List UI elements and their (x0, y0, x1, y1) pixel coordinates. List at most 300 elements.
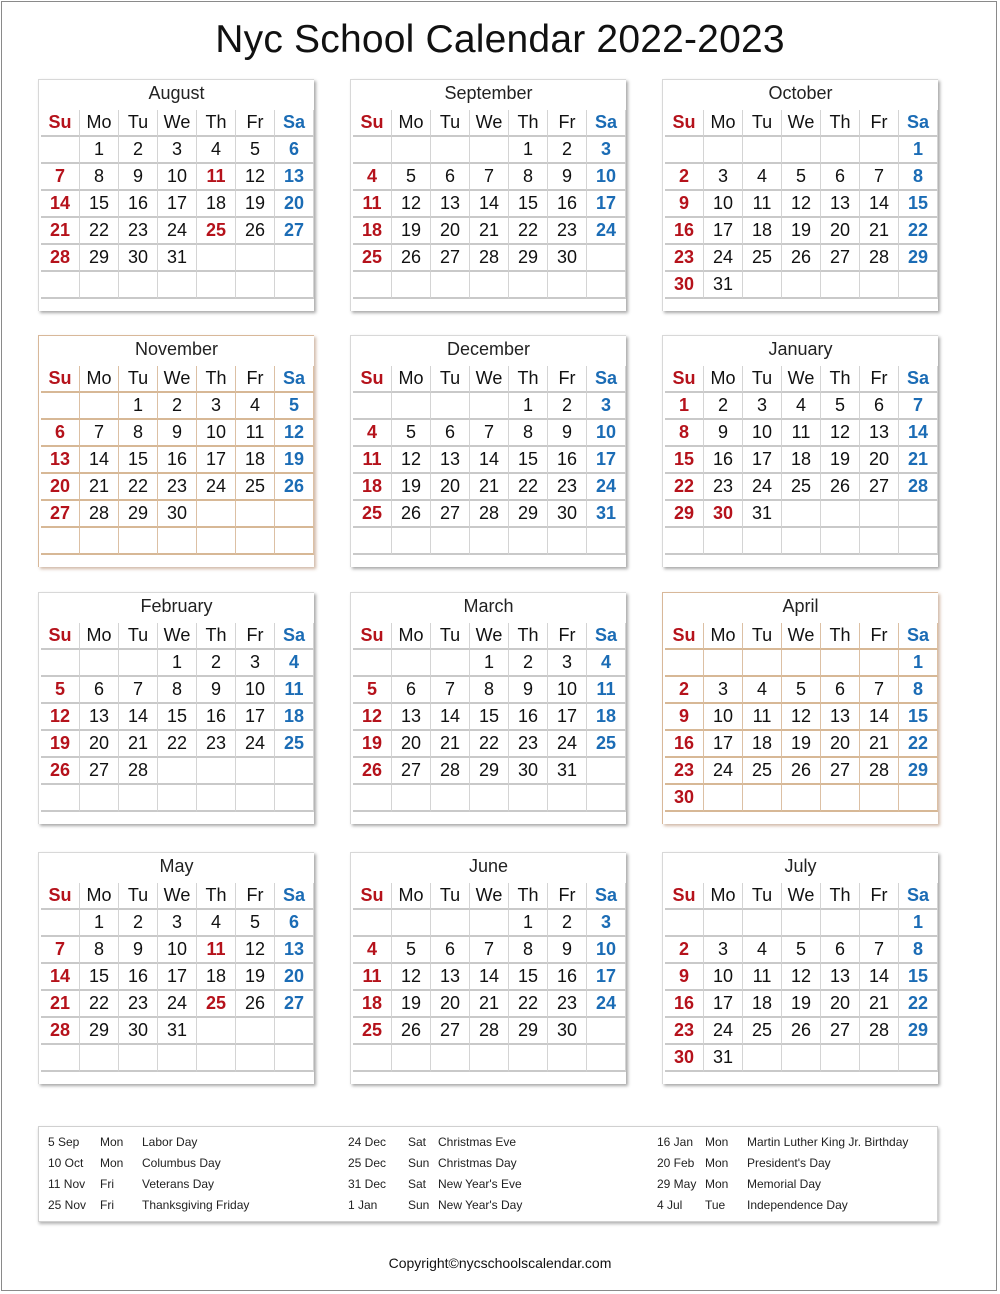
day-cell: 28 (470, 501, 509, 528)
day-cell: 10 (197, 420, 236, 447)
empty-cell (392, 1045, 431, 1072)
holiday-date: 10 Oct (48, 1156, 84, 1170)
holiday-name: New Year's Day (438, 1198, 523, 1212)
day-cell: 22 (899, 731, 938, 758)
day-cell: 2 (509, 650, 548, 677)
empty-cell (782, 501, 821, 528)
day-cell: 25 (353, 501, 392, 528)
day-cell: 4 (353, 937, 392, 964)
day-cell: 18 (353, 991, 392, 1018)
day-cell: 30 (158, 501, 197, 528)
day-cell: 15 (80, 191, 119, 218)
empty-cell (743, 528, 782, 555)
weekday-header: Th (821, 883, 860, 910)
empty-cell (197, 272, 236, 299)
holiday-name: Veterans Day (142, 1177, 215, 1191)
day-cell: 20 (821, 991, 860, 1018)
day-grid (353, 883, 626, 1072)
day-cell: 9 (665, 704, 704, 731)
day-grid (353, 110, 626, 299)
empty-cell (41, 785, 80, 812)
day-cell: 4 (743, 164, 782, 191)
day-cell: 26 (392, 501, 431, 528)
weekday-header: Fr (236, 623, 275, 650)
empty-cell (353, 137, 392, 164)
day-cell: 24 (587, 474, 626, 501)
empty-cell (587, 758, 626, 785)
empty-cell (353, 1045, 392, 1072)
day-cell: 15 (509, 447, 548, 474)
day-cell: 19 (821, 447, 860, 474)
day-cell: 17 (197, 447, 236, 474)
month-name: September (444, 83, 533, 103)
empty-cell (197, 1018, 236, 1045)
empty-cell (353, 650, 392, 677)
empty-cell (743, 785, 782, 812)
day-cell: 8 (509, 164, 548, 191)
day-cell: 3 (548, 650, 587, 677)
empty-cell (41, 393, 80, 420)
day-cell: 12 (782, 191, 821, 218)
day-cell: 5 (821, 393, 860, 420)
empty-cell (431, 1045, 470, 1072)
day-cell: 5 (782, 164, 821, 191)
holiday-day: Sat (408, 1177, 427, 1191)
empty-cell (782, 528, 821, 555)
day-cell: 8 (119, 420, 158, 447)
empty-cell (158, 272, 197, 299)
day-cell: 6 (275, 137, 314, 164)
holiday-name: Christmas Day (438, 1156, 517, 1170)
day-cell: 2 (548, 910, 587, 937)
day-cell: 28 (119, 758, 158, 785)
day-cell: 30 (548, 1018, 587, 1045)
day-cell: 6 (431, 164, 470, 191)
weekday-header: Su (41, 623, 80, 650)
empty-cell (392, 272, 431, 299)
weekday-header: Fr (236, 366, 275, 393)
day-cell: 7 (41, 937, 80, 964)
day-cell: 29 (470, 758, 509, 785)
day-cell: 24 (743, 474, 782, 501)
month-name: October (768, 83, 833, 103)
day-cell: 18 (275, 704, 314, 731)
day-cell: 18 (743, 218, 782, 245)
day-cell: 21 (80, 474, 119, 501)
day-cell: 23 (548, 991, 587, 1018)
day-cell: 25 (353, 1018, 392, 1045)
day-cell: 5 (236, 910, 275, 937)
day-cell: 8 (80, 937, 119, 964)
day-cell: 27 (860, 474, 899, 501)
day-cell: 28 (860, 245, 899, 272)
day-cell: 20 (821, 218, 860, 245)
empty-cell (158, 758, 197, 785)
day-cell: 11 (353, 447, 392, 474)
day-cell: 29 (80, 1018, 119, 1045)
empty-cell (236, 785, 275, 812)
month-may (38, 852, 314, 1084)
month-name: December (446, 339, 531, 359)
day-cell: 12 (275, 420, 314, 447)
day-cell: 2 (665, 937, 704, 964)
empty-cell (197, 758, 236, 785)
day-cell: 7 (119, 677, 158, 704)
day-cell: 14 (860, 964, 899, 991)
day-cell: 30 (665, 1045, 704, 1072)
weekday-header: Tu (119, 110, 158, 137)
empty-cell (197, 528, 236, 555)
day-cell: 20 (392, 731, 431, 758)
day-cell: 19 (782, 218, 821, 245)
empty-cell (353, 393, 392, 420)
holiday-date: 4 Jul (657, 1198, 683, 1212)
day-cell: 2 (665, 677, 704, 704)
weekday-header: We (158, 110, 197, 137)
day-cell: 13 (431, 191, 470, 218)
day-grid (353, 366, 626, 555)
day-cell: 13 (860, 420, 899, 447)
empty-cell (665, 528, 704, 555)
day-cell: 17 (158, 964, 197, 991)
day-cell: 10 (236, 677, 275, 704)
weekday-header: Th (821, 623, 860, 650)
holiday-day: Fri (100, 1177, 114, 1191)
weekday-header: Mo (80, 883, 119, 910)
day-cell: 21 (899, 447, 938, 474)
holiday-day: Tue (705, 1198, 726, 1212)
weekday-header: Fr (860, 110, 899, 137)
holiday-name: New Year's Eve (438, 1177, 522, 1191)
day-cell: 1 (665, 393, 704, 420)
holiday-day: Mon (100, 1135, 124, 1149)
day-cell: 17 (236, 704, 275, 731)
weekday-header: Tu (119, 366, 158, 393)
day-cell: 18 (197, 964, 236, 991)
weekday-header: Sa (275, 366, 314, 393)
day-cell: 23 (665, 245, 704, 272)
day-cell: 20 (431, 218, 470, 245)
day-cell: 20 (275, 191, 314, 218)
empty-cell (665, 650, 704, 677)
day-cell: 1 (509, 137, 548, 164)
day-cell: 27 (275, 218, 314, 245)
day-cell: 24 (548, 731, 587, 758)
empty-cell (548, 785, 587, 812)
day-cell: 25 (275, 731, 314, 758)
day-cell: 4 (743, 937, 782, 964)
weekday-header: Su (665, 366, 704, 393)
empty-cell (860, 501, 899, 528)
day-grid (353, 623, 626, 812)
day-cell: 28 (470, 1018, 509, 1045)
month-august (38, 79, 314, 311)
month-december (350, 335, 626, 567)
day-cell: 24 (587, 218, 626, 245)
weekday-header: Mo (704, 110, 743, 137)
day-cell: 1 (899, 910, 938, 937)
day-cell: 31 (743, 501, 782, 528)
day-cell: 6 (821, 164, 860, 191)
empty-cell (431, 650, 470, 677)
empty-cell (353, 785, 392, 812)
empty-cell (509, 785, 548, 812)
weekday-header: We (782, 366, 821, 393)
day-cell: 8 (665, 420, 704, 447)
weekday-header: Mo (704, 366, 743, 393)
holiday-day: Sat (408, 1135, 427, 1149)
empty-cell (587, 785, 626, 812)
weekday-header: Tu (743, 110, 782, 137)
empty-cell (158, 1045, 197, 1072)
day-cell: 23 (158, 474, 197, 501)
day-cell: 14 (470, 964, 509, 991)
day-cell: 27 (80, 758, 119, 785)
day-cell: 12 (392, 447, 431, 474)
empty-cell (80, 528, 119, 555)
weekday-header: Su (41, 883, 80, 910)
day-cell: 23 (509, 731, 548, 758)
weekday-header: We (470, 110, 509, 137)
holiday-date: 29 May (657, 1177, 697, 1191)
day-grid (41, 623, 314, 812)
holiday-name: Columbus Day (142, 1156, 221, 1170)
month-november (38, 335, 314, 567)
day-cell: 22 (119, 474, 158, 501)
day-cell: 31 (587, 501, 626, 528)
day-cell: 12 (782, 964, 821, 991)
day-cell: 19 (392, 474, 431, 501)
day-cell: 11 (197, 164, 236, 191)
empty-cell (119, 1045, 158, 1072)
holiday-date: 1 Jan (348, 1198, 378, 1212)
empty-cell (509, 528, 548, 555)
day-cell: 29 (899, 1018, 938, 1045)
empty-cell (821, 910, 860, 937)
weekday-header: Tu (743, 623, 782, 650)
day-cell: 1 (80, 910, 119, 937)
day-cell: 8 (80, 164, 119, 191)
day-cell: 14 (119, 704, 158, 731)
day-cell: 7 (899, 393, 938, 420)
day-cell: 3 (704, 164, 743, 191)
day-cell: 13 (431, 447, 470, 474)
empty-cell (860, 1045, 899, 1072)
holiday-name: Thanksgiving Friday (142, 1198, 250, 1212)
empty-cell (704, 650, 743, 677)
day-cell: 29 (899, 758, 938, 785)
day-cell: 16 (548, 191, 587, 218)
empty-cell (665, 910, 704, 937)
empty-cell (470, 272, 509, 299)
day-cell: 15 (158, 704, 197, 731)
empty-cell (236, 758, 275, 785)
day-cell: 14 (899, 420, 938, 447)
month-february (38, 592, 314, 824)
day-cell: 3 (197, 393, 236, 420)
empty-cell (236, 1045, 275, 1072)
day-cell: 15 (899, 704, 938, 731)
day-cell: 14 (860, 704, 899, 731)
weekday-header: Fr (548, 883, 587, 910)
day-cell: 27 (821, 1018, 860, 1045)
day-cell: 25 (197, 991, 236, 1018)
day-cell: 8 (158, 677, 197, 704)
empty-cell (782, 137, 821, 164)
month-june (350, 852, 626, 1084)
day-cell: 25 (743, 758, 782, 785)
weekday-header: Su (665, 883, 704, 910)
day-cell: 15 (899, 191, 938, 218)
day-cell: 25 (782, 474, 821, 501)
empty-cell (41, 1045, 80, 1072)
day-cell: 5 (782, 677, 821, 704)
empty-cell (158, 785, 197, 812)
empty-cell (899, 528, 938, 555)
weekday-header: We (158, 366, 197, 393)
page-title: Nyc School Calendar 2022-2023 (215, 18, 785, 61)
empty-cell (353, 910, 392, 937)
month-january (662, 335, 938, 567)
day-cell: 6 (392, 677, 431, 704)
day-cell: 31 (704, 1045, 743, 1072)
weekday-header: Mo (80, 623, 119, 650)
empty-cell (275, 1045, 314, 1072)
empty-cell (587, 272, 626, 299)
day-cell: 28 (80, 501, 119, 528)
day-cell: 9 (548, 937, 587, 964)
day-cell: 8 (470, 677, 509, 704)
day-grid (665, 366, 938, 555)
day-cell: 26 (782, 1018, 821, 1045)
empty-cell (236, 1018, 275, 1045)
empty-cell (782, 272, 821, 299)
empty-cell (470, 1045, 509, 1072)
day-cell: 9 (158, 420, 197, 447)
day-cell: 4 (197, 910, 236, 937)
day-cell: 21 (41, 991, 80, 1018)
weekday-header: Su (353, 110, 392, 137)
day-cell: 24 (197, 474, 236, 501)
day-cell: 27 (431, 501, 470, 528)
empty-cell (821, 501, 860, 528)
empty-cell (275, 758, 314, 785)
weekday-header: We (470, 366, 509, 393)
day-cell: 26 (782, 758, 821, 785)
empty-cell (743, 1045, 782, 1072)
day-cell: 9 (119, 164, 158, 191)
day-cell: 3 (236, 650, 275, 677)
day-cell: 21 (470, 991, 509, 1018)
day-cell: 17 (587, 964, 626, 991)
empty-cell (275, 1018, 314, 1045)
weekday-header: Mo (392, 883, 431, 910)
day-cell: 7 (470, 937, 509, 964)
day-cell: 29 (80, 245, 119, 272)
empty-cell (119, 272, 158, 299)
weekday-header: Sa (899, 110, 938, 137)
day-cell: 9 (665, 964, 704, 991)
day-cell: 4 (782, 393, 821, 420)
day-cell: 18 (236, 447, 275, 474)
day-cell: 5 (41, 677, 80, 704)
day-cell: 13 (821, 704, 860, 731)
weekday-header: Sa (899, 623, 938, 650)
day-cell: 10 (548, 677, 587, 704)
day-cell: 22 (509, 218, 548, 245)
weekday-header: Th (821, 366, 860, 393)
day-cell: 6 (821, 937, 860, 964)
day-cell: 23 (548, 474, 587, 501)
day-cell: 7 (80, 420, 119, 447)
day-cell: 17 (158, 191, 197, 218)
weekday-header: We (782, 110, 821, 137)
day-cell: 19 (782, 991, 821, 1018)
day-grid (41, 110, 314, 299)
day-cell: 4 (353, 420, 392, 447)
empty-cell (704, 137, 743, 164)
weekday-header: Th (197, 110, 236, 137)
day-cell: 28 (860, 1018, 899, 1045)
day-cell: 16 (665, 991, 704, 1018)
weekday-header: Tu (743, 366, 782, 393)
day-cell: 10 (704, 704, 743, 731)
day-cell: 1 (158, 650, 197, 677)
empty-cell (470, 137, 509, 164)
day-cell: 29 (899, 245, 938, 272)
day-cell: 21 (860, 991, 899, 1018)
day-cell: 4 (353, 164, 392, 191)
empty-cell (743, 137, 782, 164)
empty-cell (275, 501, 314, 528)
empty-cell (860, 650, 899, 677)
day-cell: 23 (665, 1018, 704, 1045)
day-cell: 31 (704, 272, 743, 299)
day-cell: 3 (704, 677, 743, 704)
day-cell: 29 (509, 501, 548, 528)
day-cell: 23 (119, 218, 158, 245)
day-cell: 25 (236, 474, 275, 501)
weekday-header: Th (509, 883, 548, 910)
day-cell: 28 (431, 758, 470, 785)
day-cell: 3 (743, 393, 782, 420)
day-cell: 9 (548, 420, 587, 447)
empty-cell (899, 785, 938, 812)
holiday-name: Memorial Day (747, 1177, 822, 1191)
day-cell: 19 (236, 191, 275, 218)
day-cell: 10 (704, 191, 743, 218)
day-cell: 12 (236, 164, 275, 191)
day-cell: 1 (509, 910, 548, 937)
day-cell: 5 (353, 677, 392, 704)
day-cell: 2 (548, 393, 587, 420)
day-cell: 19 (236, 964, 275, 991)
day-cell: 12 (41, 704, 80, 731)
day-cell: 2 (119, 137, 158, 164)
day-cell: 17 (704, 218, 743, 245)
day-cell: 12 (392, 964, 431, 991)
month-name: June (468, 856, 509, 876)
weekday-header: Mo (392, 110, 431, 137)
empty-cell (353, 528, 392, 555)
month-march (350, 592, 626, 824)
day-cell: 12 (353, 704, 392, 731)
weekday-header: Sa (275, 623, 314, 650)
day-cell: 13 (821, 964, 860, 991)
day-cell: 5 (392, 164, 431, 191)
empty-cell (275, 245, 314, 272)
day-cell: 7 (470, 420, 509, 447)
